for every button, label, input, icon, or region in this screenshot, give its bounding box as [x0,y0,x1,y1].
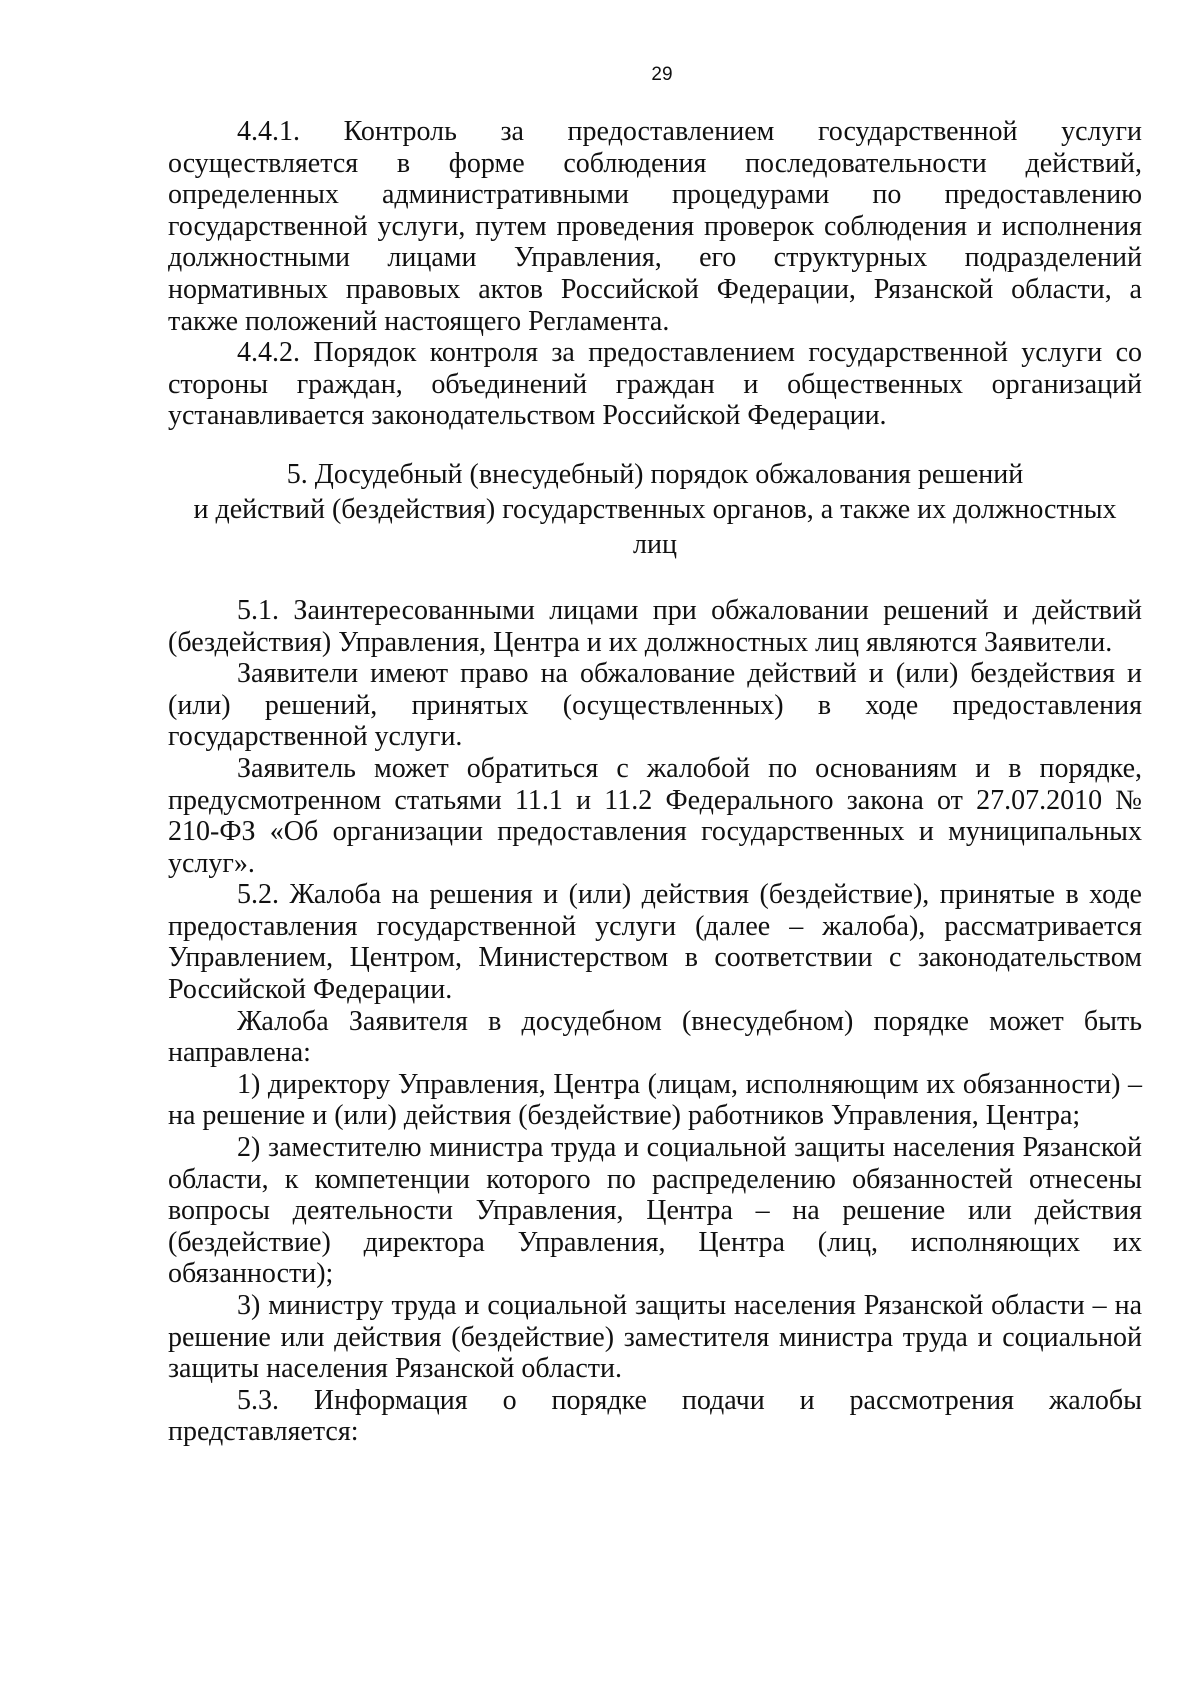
document-page [168,64,1142,1448]
paragraph-5-2: 5.2. Жалоба на решения и (или) действия (бездействие), принятые в ходе предоставления государственной услуги (далее – жалоба), рассматривается Управлением, Центром, Министерством в соответствии с законодательством Российской Федерации. [168,879,1142,1006]
section-heading-line: и действий (бездействия) государственных органов, а также их должностных [193,493,1117,525]
paragraph-5-1: 5.1. Заинтересованными лицами при обжаловании решений и действий (бездействия) Управления, Центра и их должностных лиц являются Заявители. [168,594,1142,658]
section-5-heading [168,457,1142,562]
paragraph-4-4-2: 4.4.2. Порядок контроля за предоставлением государственной услуги со стороны граждан, объединений граждан и общественных организаций устанавливается законодательством Российской Федерации. [168,337,1142,432]
paragraph-complaint-grounds: Заявитель может обратиться с жалобой по основаниям и в порядке, предусмотренном статьями 11.1 и 11.2 Федерального закона от 27.07.2010 № 210-ФЗ «Об организации предоставления государственных и муниципальных услуг». [168,752,1142,879]
paragraph-applicants-rights: Заявители имеют право на обжалование действий и (или) бездействия и (или) решений, принятых (осуществленных) в ходе предоставления государственной услуги. [168,658,1142,753]
list-item-2: 2) заместителю министра труда и социальной защиты населения Рязанской области, к компетенции которого по распределению обязанностей отнесены вопросы деятельности Управления, Центра – на решение или действия (бездействие) директора Управления, Центра (лиц, исполняющих их обязанности); [168,1132,1142,1290]
list-item-1: 1) директору Управления, Центра (лицам, исполняющим их обязанности) – на решение и (или) действия (бездействие) работников Управления, Центра; [168,1068,1142,1132]
section-heading-line: 5. Досудебный (внесудебный) порядок обжалования решений [286,458,1024,490]
paragraph-5-3: 5.3. Информация о порядке подачи и рассмотрения жалобы представляется: [168,1384,1142,1448]
paragraph-complaint-direction: Жалоба Заявителя в досудебном (внесудебном) порядке может быть направлена: [168,1005,1142,1069]
section-heading-line: лиц [633,528,677,560]
page-number: 29 [651,64,673,85]
list-item-3: 3) министру труда и социальной защиты населения Рязанской области – на решение или действия (бездействие) заместителя министра труда и социальной защиты населения Рязанской области. [168,1290,1142,1385]
paragraph-4-4-1: 4.4.1. Контроль за предоставлением государственной услуги осуществляется в форме соблюдения последовательности действий, определенных административными процедурами по предоставлению государственной услуги, путем проведения проверок соблюдения и исполнения должностными лицами Управления, его структурных подразделений нормативных правовых актов Российской Федерации, Рязанской области, а также положений настоящего Регламента. [168,116,1142,337]
